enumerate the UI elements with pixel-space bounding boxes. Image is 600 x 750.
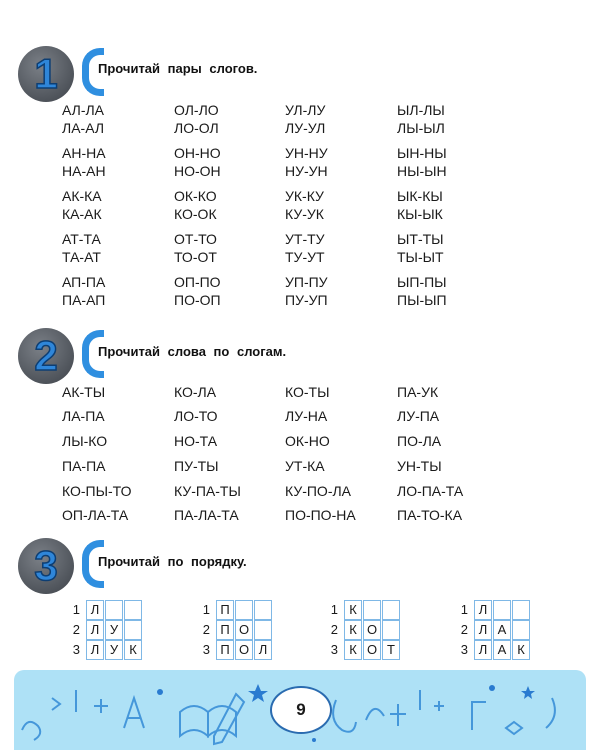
list-item: ТЫ-ЫТ (397, 249, 444, 265)
list-item: ЫК-КЫ (397, 188, 443, 204)
list-item: ТО-ОТ (174, 249, 217, 265)
list-item: ЫП-ПЫ (397, 274, 447, 290)
row-number: 3 (72, 642, 80, 657)
letter-cell: Л (86, 600, 104, 620)
list-item: ТУ-УТ (285, 249, 325, 265)
list-item: ЛА-АЛ (62, 120, 105, 136)
page-number: 9 (270, 686, 332, 734)
task-number: 2 (34, 332, 58, 379)
list-item: ОК-НО (285, 433, 330, 449)
list-item: ПА-АП (62, 292, 106, 308)
list-item: ЫТ-ТЫ (397, 231, 444, 247)
list-item: ПО-ЛА (397, 433, 442, 449)
letter-cell (254, 600, 272, 620)
list-item: КУ-ПА-ТЫ (174, 483, 241, 499)
list-item: АТ-ТА (62, 231, 101, 247)
letter-cell: У (105, 640, 123, 660)
letter-cell: К (344, 620, 362, 640)
letter-cell (124, 600, 142, 620)
row-number: 1 (72, 602, 80, 617)
list-item: ПО-ПО-НА (285, 507, 356, 523)
list-item: ЛО-ОЛ (174, 120, 219, 136)
list-item: УТ-КА (285, 458, 325, 474)
letter-cell: Л (86, 640, 104, 660)
task-title: Прочитай слова по слогам. (98, 344, 287, 359)
list-item: ЛЫ-ЫЛ (397, 120, 445, 136)
letter-cell: П (216, 600, 234, 620)
list-item: ПА-ПА (62, 458, 106, 474)
row-number: 2 (460, 622, 468, 637)
letter-cell: У (105, 620, 123, 640)
task-number: 3 (34, 542, 58, 589)
list-item: ПА-ЛА-ТА (174, 507, 239, 523)
list-item: ЛО-ТО (174, 408, 218, 424)
list-item: КО-ЛА (174, 384, 217, 400)
list-item: ПЫ-ЫП (397, 292, 447, 308)
row-number: 3 (330, 642, 338, 657)
list-item: ОК-КО (174, 188, 217, 204)
list-item: ЛА-ПА (62, 408, 105, 424)
letter-cell (382, 620, 400, 640)
list-item: ПА-ТО-КА (397, 507, 463, 523)
list-item: УТ-ТУ (285, 231, 325, 247)
list-item: ПА-УК (397, 384, 439, 400)
row-number: 1 (460, 602, 468, 617)
letter-cell (493, 600, 511, 620)
list-item: АК-ТЫ (62, 384, 106, 400)
list-item: КУ-ПО-ЛА (285, 483, 352, 499)
task-title: Прочитай пары слогов. (98, 61, 258, 76)
list-item: ЛУ-ПА (397, 408, 440, 424)
list-item: НУ-УН (285, 163, 328, 179)
list-item: НО-ТА (174, 433, 218, 449)
list-item: УН-НУ (285, 145, 328, 161)
list-item: ЛЫ-КО (62, 433, 108, 449)
list-item: АЛ-ЛА (62, 102, 105, 118)
list-item: УЛ-ЛУ (285, 102, 326, 118)
list-item: КУ-УК (285, 206, 324, 222)
letter-cell: П (216, 620, 234, 640)
letter-cell: Л (474, 620, 492, 640)
letter-cell: Л (254, 640, 272, 660)
letter-cell: А (493, 640, 511, 660)
list-item: КО-ОК (174, 206, 217, 222)
list-item: ЛО-ПА-ТА (397, 483, 464, 499)
row-number: 1 (202, 602, 210, 617)
list-item: КО-ТЫ (285, 384, 330, 400)
letter-cell: О (363, 640, 381, 660)
row-number: 3 (460, 642, 468, 657)
letter-cell: К (344, 600, 362, 620)
letter-cell: О (235, 640, 253, 660)
list-item: КА-АК (62, 206, 102, 222)
letter-cell: Л (474, 640, 492, 660)
row-number: 2 (72, 622, 80, 637)
row-number: 2 (202, 622, 210, 637)
letter-cell: П (216, 640, 234, 660)
list-item: ПУ-УП (285, 292, 328, 308)
list-item: ОП-ПО (174, 274, 221, 290)
letter-cell (512, 600, 530, 620)
list-item: ТА-АТ (62, 249, 101, 265)
list-item: УП-ПУ (285, 274, 328, 290)
list-item: КЫ-ЫК (397, 206, 443, 222)
letter-cell: О (363, 620, 381, 640)
list-item: ОП-ЛА-ТА (62, 507, 129, 523)
row-number: 1 (330, 602, 338, 617)
list-item: ОН-НО (174, 145, 221, 161)
row-number: 2 (330, 622, 338, 637)
letter-cell (512, 620, 530, 640)
letter-cell: Л (474, 600, 492, 620)
list-item: АП-ПА (62, 274, 106, 290)
task-number: 1 (34, 50, 58, 97)
list-item: АН-НА (62, 145, 106, 161)
row-number: 3 (202, 642, 210, 657)
list-item: УК-КУ (285, 188, 324, 204)
letter-cell (124, 620, 142, 640)
letter-cell: О (235, 620, 253, 640)
list-item: НЫ-ЫН (397, 163, 447, 179)
list-item: ЛУ-УЛ (285, 120, 326, 136)
letter-cell (363, 600, 381, 620)
letter-cell (382, 600, 400, 620)
list-item: НО-ОН (174, 163, 221, 179)
letter-cell: К (512, 640, 530, 660)
list-item: АК-КА (62, 188, 102, 204)
list-item: ПУ-ТЫ (174, 458, 219, 474)
list-item: ЛУ-НА (285, 408, 328, 424)
letter-cell (254, 620, 272, 640)
list-item: ПО-ОП (174, 292, 221, 308)
letter-cell: А (493, 620, 511, 640)
list-item: ОТ-ТО (174, 231, 217, 247)
letter-cell: Л (86, 620, 104, 640)
letter-cell (235, 600, 253, 620)
list-item: ЫН-НЫ (397, 145, 447, 161)
letter-cell: К (124, 640, 142, 660)
list-item: УН-ТЫ (397, 458, 442, 474)
letter-cell (105, 600, 123, 620)
list-item: НА-АН (62, 163, 106, 179)
list-item: КО-ПЫ-ТО (62, 483, 132, 499)
list-item: ОЛ-ЛО (174, 102, 219, 118)
letter-cell: К (344, 640, 362, 660)
task-title: Прочитай по порядку. (98, 554, 247, 569)
letter-cell: Т (382, 640, 400, 660)
list-item: ЫЛ-ЛЫ (397, 102, 445, 118)
